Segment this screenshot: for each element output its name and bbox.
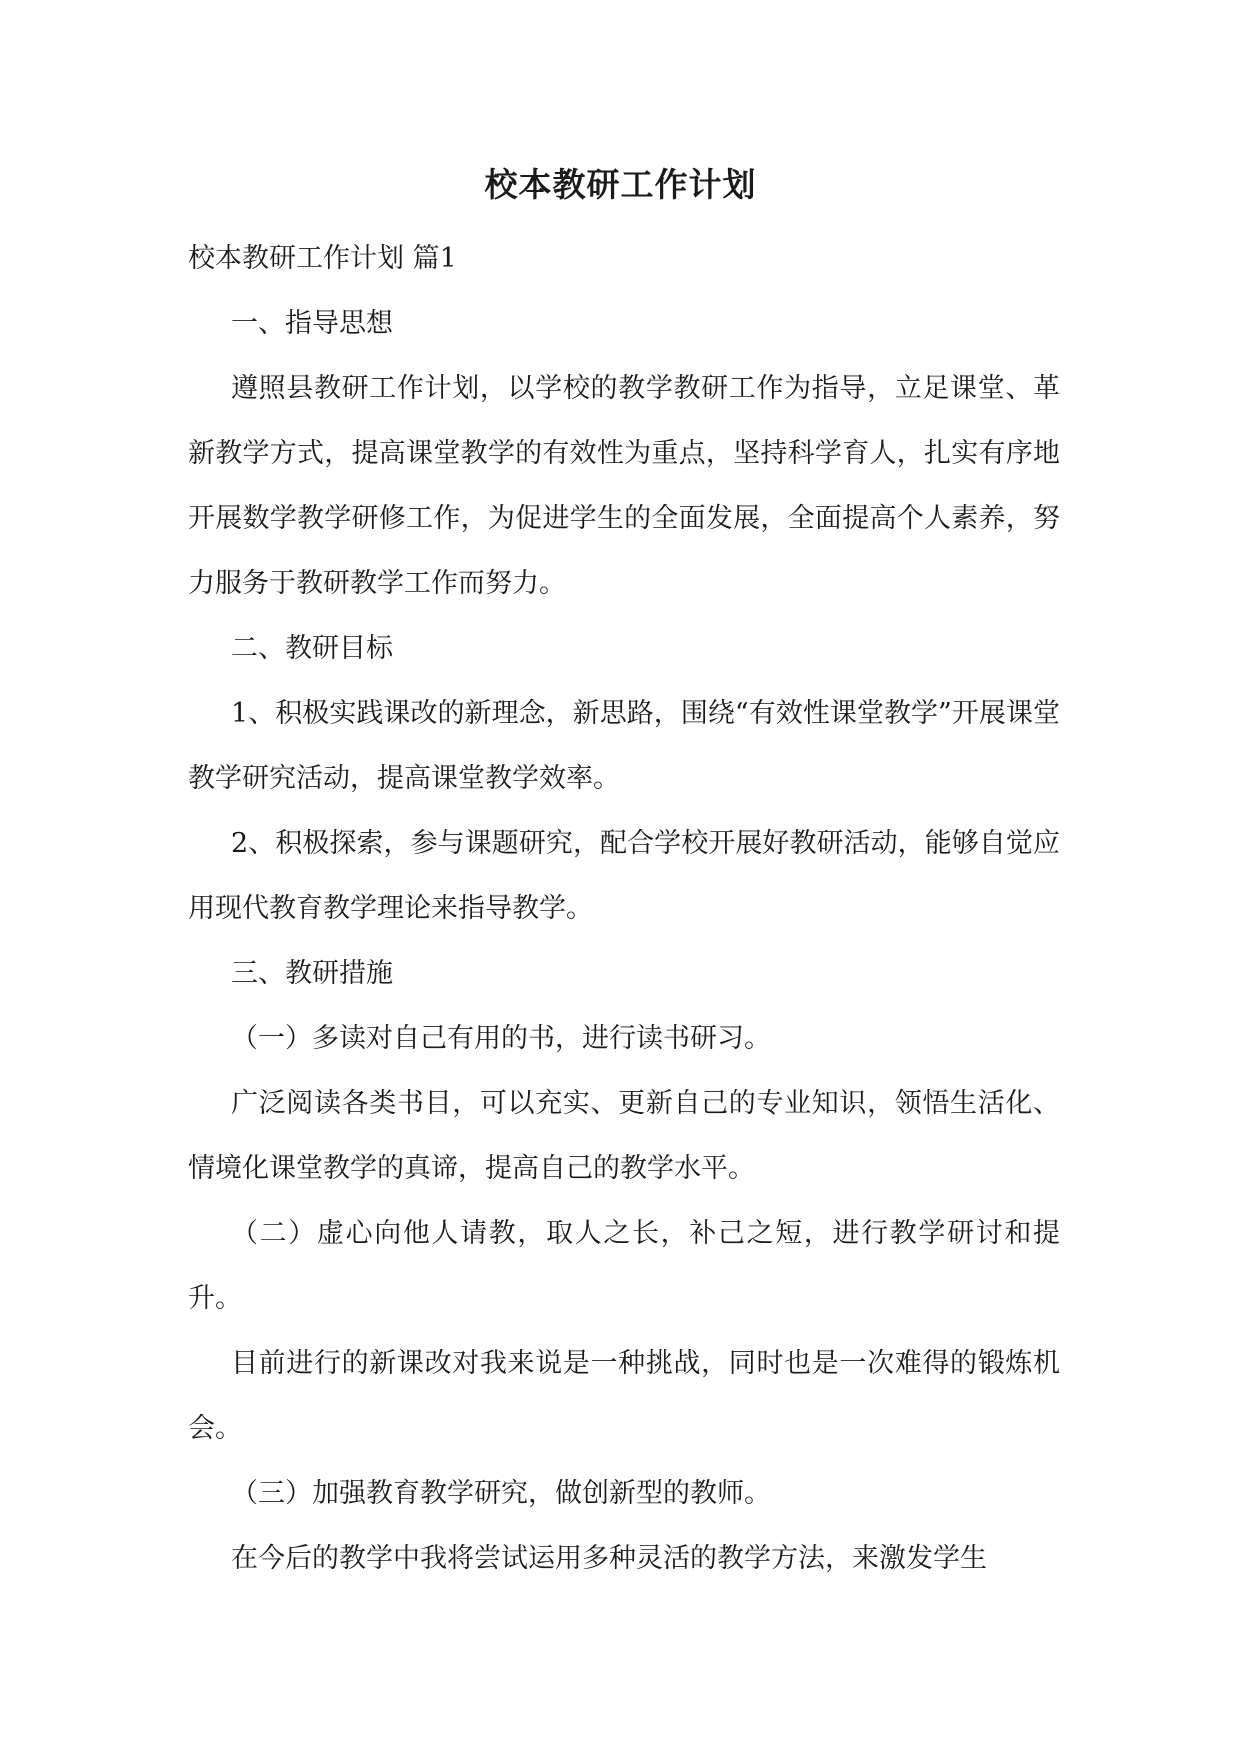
heading-measure-3: （三）加强教育教学研究，做创新型的教师。 — [231, 1478, 771, 1509]
heading-guiding-ideology: 一、指导思想 — [231, 308, 393, 339]
paragraph-measure-2: 目前进行的新课改对我来说是一种挑战，同时也是一次难得的锻炼机会。 — [188, 1348, 1060, 1444]
document-title: 校本教研工作计划 — [484, 165, 757, 204]
paragraph-goal-2: 2、积极探索，参与课题研究，配合学校开展好教研活动，能够自觉应用现代教育教学理论来指导教学。 — [188, 828, 1060, 924]
document-body — [188, 226, 1060, 1591]
heading-measure-1: （一）多读对自己有用的书，进行读书研习。 — [231, 1023, 771, 1054]
heading-research-goals: 二、教研目标 — [231, 633, 393, 664]
paragraph-goal-1: 1、积极实践课改的新理念，新思路，围绕“有效性课堂教学”开展课堂教学研究活动，提高课堂教学效率。 — [188, 698, 1060, 794]
heading-measure-2: （二）虚心向他人请教，取人之长，补己之短，进行教学研讨和提升。 — [188, 1218, 1060, 1314]
heading-research-measures: 三、教研措施 — [231, 958, 393, 989]
section-subtitle: 校本教研工作计划 篇1 — [188, 243, 457, 274]
paragraph-measure-1: 广泛阅读各类书目，可以充实、更新自己的专业知识，领悟生活化、情境化课堂教学的真谛，提高自己的教学水平。 — [188, 1088, 1060, 1184]
paragraph-guiding-ideology: 遵照县教研工作计划，以学校的教学教研工作为指导，立足课堂、革新教学方式，提高课堂教学的有效性为重点，坚持科学育人，扎实有序地开展数学教学研修工作，为促进学生的全面发展，全面提高个人素养，努力服务于教研教学工作而努力。 — [188, 373, 1060, 599]
paragraph-measure-3: 在今后的教学中我将尝试运用多种灵活的教学方法，来激发学生 — [231, 1543, 987, 1574]
